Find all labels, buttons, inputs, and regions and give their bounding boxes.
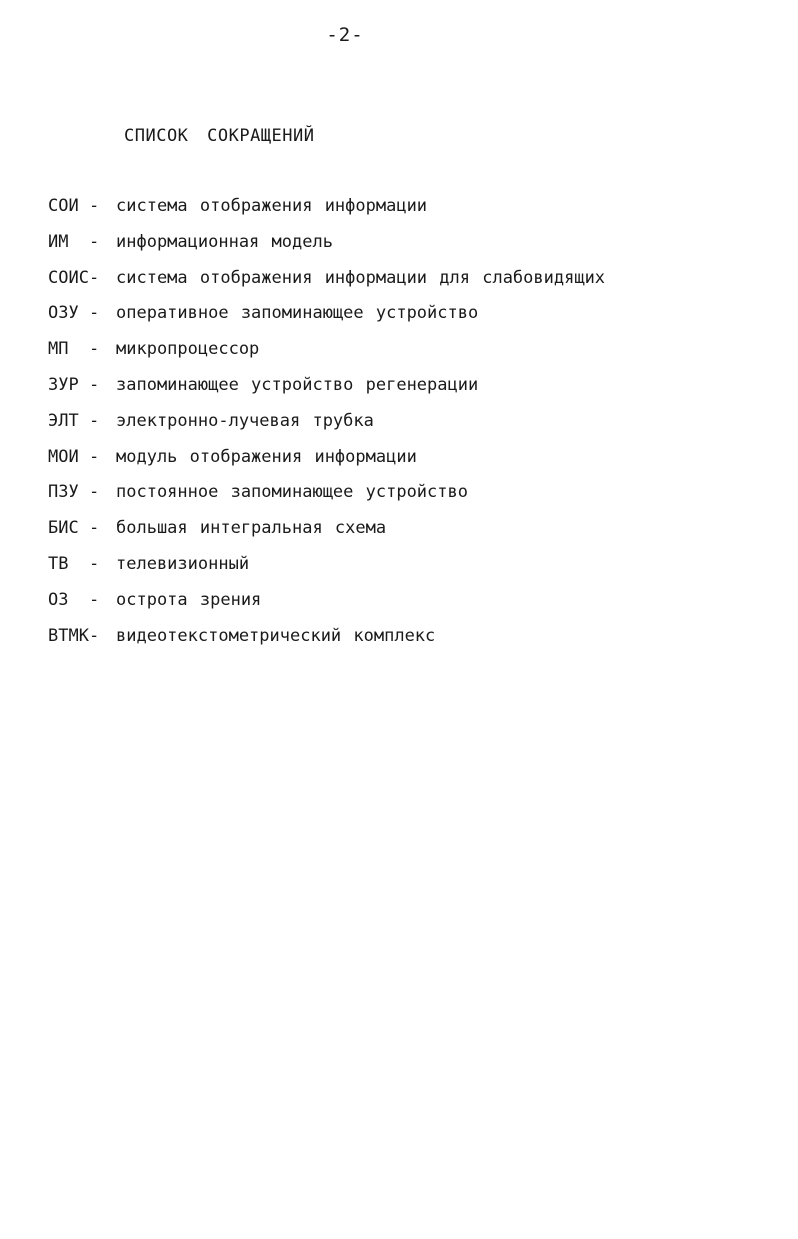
list-item: [48, 626, 605, 662]
abbreviation-code: ИМ -: [48, 231, 100, 252]
abbreviation-definition: информационная модель: [116, 231, 333, 252]
abbreviation-definition: микропроцессор: [116, 339, 260, 360]
list-item: [48, 232, 605, 268]
abbreviation-definition: система отображения информации: [116, 196, 428, 216]
abbreviation-code: ОЗУ -: [48, 303, 100, 324]
abbreviation-code: СОИС-: [48, 267, 100, 288]
list-item: [48, 303, 605, 339]
list-item: [48, 411, 605, 447]
abbreviation-definition: система отображения информации для слабовидящих: [116, 267, 606, 288]
list-item: [48, 196, 605, 232]
abbreviation-list: [48, 196, 605, 661]
abbreviation-definition: постоянное запоминающее устройство: [116, 482, 468, 503]
abbreviation-code: ВТМК-: [48, 625, 100, 646]
abbreviation-definition: модуль отображения информации: [116, 446, 417, 467]
abbreviation-code: ПЗУ -: [48, 482, 100, 503]
list-item: [48, 447, 605, 483]
list-item: [48, 339, 605, 375]
list-item: [48, 518, 605, 554]
abbreviation-definition: большая интегральная схема: [116, 518, 387, 539]
page-number: -2-: [326, 24, 364, 46]
page-title: СПИСОК СОКРАЩЕНИЙ: [124, 126, 315, 146]
abbreviation-code: ТВ -: [48, 553, 100, 574]
abbreviation-code: СОИ -: [48, 196, 100, 216]
abbreviation-definition: электронно-лучевая трубка: [116, 410, 374, 431]
abbreviation-code: МП -: [48, 339, 100, 360]
abbreviation-definition: острота зрения: [116, 589, 262, 610]
abbreviation-code: ЭЛТ -: [48, 410, 100, 431]
abbreviation-code: БИС -: [48, 518, 100, 539]
list-item: [48, 268, 605, 304]
list-item: [48, 554, 605, 590]
abbreviation-definition: видеотекстометрический комплекс: [116, 625, 436, 646]
list-item: [48, 590, 605, 626]
abbreviation-code: ЗУР -: [48, 374, 100, 395]
list-item: [48, 375, 605, 411]
abbreviation-code: ОЗ -: [48, 589, 100, 610]
abbreviation-definition: запоминающее устройство регенерации: [116, 374, 479, 395]
list-item: [48, 482, 605, 518]
abbreviation-definition: оперативное запоминающее устройство: [116, 303, 479, 324]
abbreviation-definition: телевизионный: [116, 553, 250, 574]
abbreviation-code: МОИ -: [48, 446, 100, 467]
